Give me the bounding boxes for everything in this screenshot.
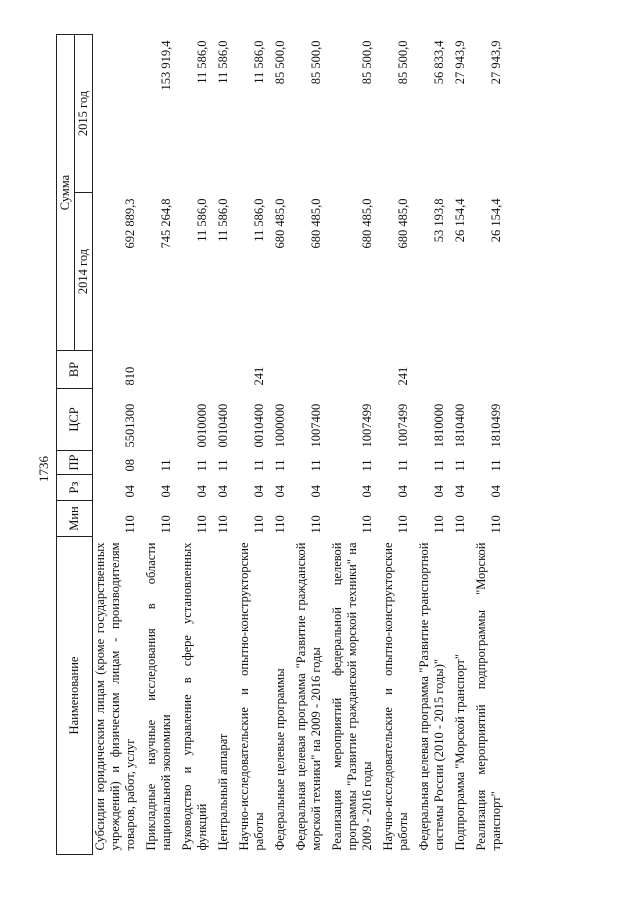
- row-min: 110: [123, 515, 137, 534]
- row-csr: 1810000: [432, 403, 446, 448]
- row-vr: [417, 351, 453, 389]
- row-sum-2015: 11 586,0: [252, 40, 266, 84]
- row-sum-2014: 680 485,0: [309, 198, 323, 249]
- header-min: Мин: [57, 501, 93, 537]
- row-csr: 1007400: [309, 403, 323, 448]
- row-min: 110: [273, 515, 287, 534]
- budget-table: [56, 34, 510, 855]
- row-min: 110: [309, 515, 323, 534]
- row-vr: [216, 351, 237, 389]
- row-min: 110: [432, 515, 446, 534]
- row-name: Реализация мероприятий федеральной целевой программы "Развитие гражданской морской техники" на 2009 - 2016 годы: [330, 542, 374, 851]
- table-row: [417, 35, 453, 855]
- row-sum-2014: 680 485,0: [396, 198, 410, 249]
- row-name: Прикладные научные исследования в области национальной экономики: [144, 542, 173, 851]
- row-sum-2014: 692 889,3: [123, 198, 137, 249]
- row-sum-2015: 11 586,0: [195, 40, 209, 84]
- table-row: [180, 35, 216, 855]
- row-rz: 04: [432, 485, 446, 498]
- row-vr: [294, 351, 330, 389]
- row-sum-2015: [93, 35, 145, 193]
- row-min: 110: [252, 515, 266, 534]
- row-sum-2015: 153 919,4: [159, 40, 173, 91]
- row-csr: 0010400: [252, 403, 266, 448]
- row-pr: 11: [360, 459, 374, 472]
- table-row: [216, 35, 237, 855]
- row-sum-2014: 11 586,0: [216, 198, 230, 242]
- header-year-2014: 2014 год: [75, 193, 93, 351]
- row-vr: [180, 351, 216, 389]
- row-vr: [144, 351, 180, 389]
- row-pr: 11: [273, 459, 287, 472]
- row-name: Центральный аппарат: [216, 733, 230, 851]
- row-pr: 11: [396, 459, 410, 472]
- row-sum-2015: 85 500,0: [396, 40, 410, 85]
- row-rz: 04: [396, 485, 410, 498]
- row-name: Федеральная целевая программа "Развитие транспортной системы России (2010 - 2015 годы)": [417, 542, 446, 851]
- table-row: [330, 35, 381, 855]
- row-name: Реализация мероприятий подпрограммы "Морской транспорт": [474, 542, 503, 851]
- row-sum-2014: 680 485,0: [273, 198, 287, 249]
- row-min: 110: [453, 515, 467, 534]
- row-sum-2015: 56 833,4: [432, 40, 446, 85]
- row-csr: 1007499: [360, 403, 374, 448]
- row-vr: [453, 351, 474, 389]
- row-rz: 04: [159, 485, 173, 498]
- row-name: Федеральные целевые программы: [273, 668, 287, 851]
- table-row: [453, 35, 474, 855]
- row-pr: 11: [252, 459, 266, 472]
- row-rz: 04: [309, 485, 323, 498]
- row-sum-2014: 680 485,0: [360, 198, 374, 249]
- row-csr: 1000000: [273, 403, 287, 448]
- row-pr: 11: [159, 459, 173, 472]
- row-rz: 04: [489, 485, 503, 498]
- row-csr: 0010000: [195, 403, 209, 448]
- row-rz: 04: [273, 485, 287, 498]
- header-sum: Сумма: [57, 35, 75, 351]
- table-row: [294, 35, 330, 855]
- header-year-2015: 2015 год: [75, 35, 93, 193]
- row-csr: [144, 389, 180, 451]
- row-min: 110: [216, 515, 230, 534]
- row-sum-2014: 53 193,8: [432, 198, 446, 243]
- row-name: Федеральная целевая программа "Развитие гражданской морской техники" на 2009 - 2016 годы: [294, 542, 323, 851]
- row-vr: 241: [396, 366, 410, 386]
- row-pr: 11: [453, 459, 467, 472]
- row-rz: 04: [123, 485, 137, 498]
- table-row: [93, 35, 145, 855]
- row-min: 110: [195, 515, 209, 534]
- header-rz: Рз: [57, 475, 93, 501]
- row-rz: 04: [195, 485, 209, 498]
- header-csr: ЦСР: [57, 389, 93, 451]
- row-pr: 11: [432, 459, 446, 472]
- row-sum-2015: 27 943,9: [453, 40, 467, 85]
- row-rz: 04: [453, 485, 467, 498]
- row-min: 110: [360, 515, 374, 534]
- row-csr: 0010400: [216, 403, 230, 448]
- table-row: [237, 35, 273, 855]
- row-rz: 04: [360, 485, 374, 498]
- row-vr: [273, 351, 294, 389]
- row-sum-2014: 11 586,0: [252, 198, 266, 242]
- row-rz: 04: [252, 485, 266, 498]
- row-vr: 810: [123, 366, 137, 386]
- table-header: [57, 35, 93, 855]
- row-rz: 04: [216, 485, 230, 498]
- page-number: 1736: [36, 456, 51, 482]
- row-name: Научно-исследовательские и опытно-конструкторские работы: [381, 542, 410, 851]
- row-min: 110: [489, 515, 503, 534]
- row-csr: 1810499: [489, 403, 503, 448]
- row-csr: 5501300: [123, 403, 137, 448]
- row-name: Субсидии юридическим лицам (кроме государственных учреждений) и физическим лицам - производителям товаров, работ, услуг: [93, 542, 137, 851]
- row-sum-2015: 85 500,0: [273, 40, 287, 85]
- table-row: [381, 35, 417, 855]
- rotated-document: [36, 35, 590, 855]
- row-name: Подпрограмма "Морской транспорт": [453, 654, 467, 851]
- row-pr: 11: [309, 459, 323, 472]
- row-sum-2015: 27 943,9: [489, 40, 503, 85]
- row-sum-2015: 11 586,0: [216, 40, 230, 84]
- row-csr: 1007499: [396, 403, 410, 448]
- row-pr: 11: [489, 459, 503, 472]
- table-body: [93, 35, 511, 855]
- row-name: Руководство и управление в сфере установленных функций: [180, 542, 209, 851]
- table-row: [273, 35, 294, 855]
- row-pr: 11: [216, 459, 230, 472]
- row-sum-2014: 26 154,4: [489, 198, 503, 243]
- header-pr: ПР: [57, 451, 93, 475]
- row-sum-2014: 745 264,8: [159, 198, 173, 249]
- row-vr: [330, 351, 381, 389]
- row-vr: [474, 351, 510, 389]
- header-name: Наименование: [57, 537, 93, 855]
- row-sum-2014: 11 586,0: [195, 198, 209, 242]
- row-pr: 08: [123, 459, 137, 472]
- row-min: 110: [396, 515, 410, 534]
- row-sum-2015: 85 500,0: [360, 40, 374, 85]
- row-sum-2014: 26 154,4: [453, 198, 467, 243]
- header-vr: ВР: [57, 351, 93, 389]
- row-pr: 11: [195, 459, 209, 472]
- row-vr: 241: [252, 366, 266, 386]
- row-sum-2015: 85 500,0: [309, 40, 323, 85]
- table-row: [144, 35, 180, 855]
- row-name: Научно-исследовательские и опытно-конструкторские работы: [237, 542, 266, 851]
- row-csr: 1810400: [453, 403, 467, 448]
- row-min: 110: [159, 515, 173, 534]
- table-row: [474, 35, 510, 855]
